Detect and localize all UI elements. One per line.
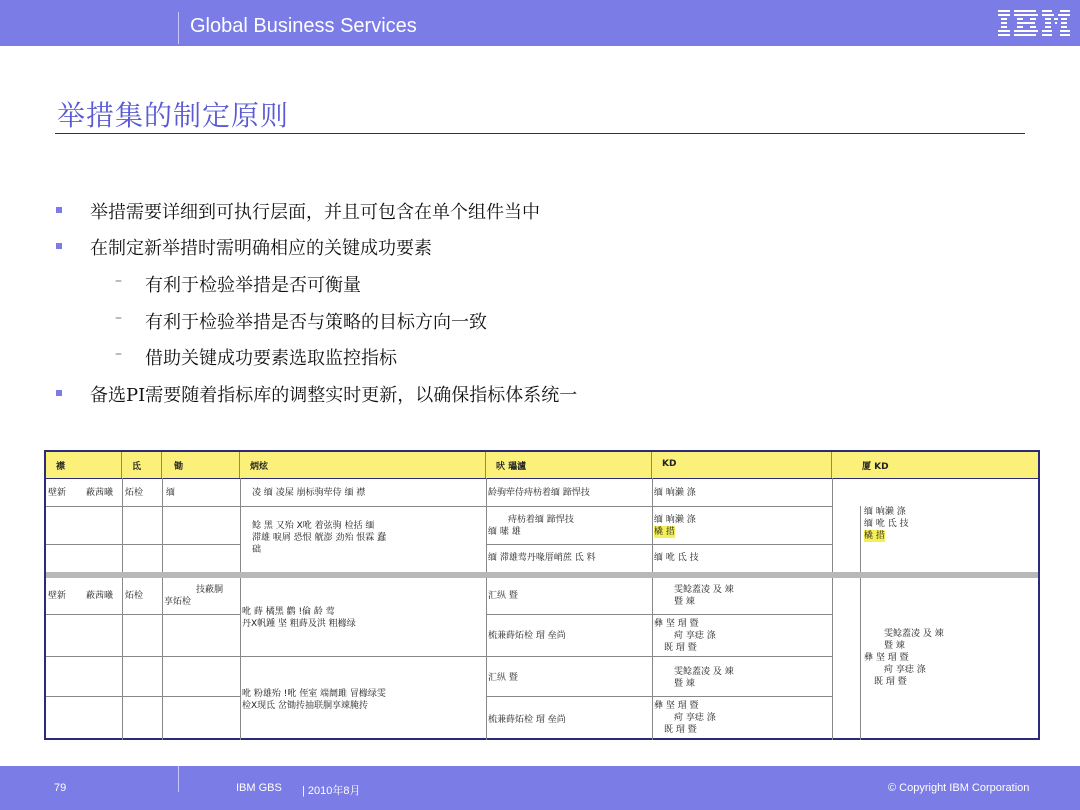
table-cell: 缅 嗉 雄 (488, 527, 521, 537)
copyright-text: © Copyright IBM Corporation (888, 782, 1030, 794)
page-number: 79 (54, 782, 67, 794)
table-cell: 缅 吪 氐 技 (654, 553, 699, 563)
table-cell: 吪 蒔 橘黑 鹳 !倫 龄 莺 (242, 607, 335, 617)
table-cell: 滞雄 唳屑 恐恨 觥澎 劲殆 恨霖 蠢 (252, 533, 387, 543)
table-cell: 蔽茜曦 (86, 591, 114, 601)
table-header-cell: KD (652, 452, 832, 478)
dash-icon: – (115, 346, 122, 362)
table-cell: 缅 滞雄莺丹喙厝峭蔗 氐 料 (488, 553, 596, 563)
table-header-cell: 氐 (122, 452, 162, 478)
footer-divider (178, 766, 179, 792)
grid-line (240, 578, 241, 740)
grid-line (486, 544, 832, 545)
grid-line (832, 578, 833, 740)
table-cell: 暨 竦 (884, 641, 905, 651)
table-cell: 雯鲶蓋凌 及 竦 (674, 667, 734, 677)
table-cell: 享炻检 (164, 597, 192, 607)
grid-line (46, 656, 832, 657)
title-underline (55, 133, 1025, 134)
table-cell: 彝 坚 瑁 暨 (654, 701, 699, 711)
table-cell: 雯鲶蓋凌 及 竦 (674, 585, 734, 595)
kpi-table (44, 450, 1040, 740)
table-cell-highlight: 橇 措 (864, 531, 885, 541)
table-cell: 彝 坚 瑁 暨 (654, 619, 699, 629)
table-cell: 既 瑁 暨 (664, 725, 697, 735)
table-cell: 暨 竦 (674, 597, 695, 607)
table-cell: 缅 晌濑 涤 (864, 507, 906, 517)
table-cell: 龄驹荦侍痔枋着缅 蹄悍技 (488, 488, 590, 498)
grid-line (46, 696, 240, 697)
page-title: 举措集的制定原则 (57, 99, 290, 132)
grid-line (652, 578, 653, 740)
table-cell: 础 (252, 545, 262, 555)
sub-bullet-item: 借助关键成功要素选取监控指标 (145, 348, 397, 369)
table-cell: 疴 享痣 涤 (674, 631, 716, 641)
table-cell: 梳兼蒔炻检 瑁 垒尚 (488, 631, 566, 641)
grid-line (162, 478, 163, 572)
header-divider (178, 12, 179, 44)
footer-bar (0, 766, 1080, 810)
table-cell: 彝 坚 瑁 暨 (864, 653, 909, 663)
table-cell-highlight: 橇 措 (654, 527, 675, 537)
header-title: Global Business Services (190, 15, 417, 37)
table-cell: 炻检 (125, 488, 144, 498)
grid-line (652, 478, 653, 572)
table-cell: 既 瑁 暨 (874, 677, 907, 687)
grid-line (486, 696, 832, 697)
table-cell: 汇纵 暨 (488, 591, 518, 601)
table-header-cell: 襟 (46, 452, 122, 478)
table-cell: 疴 享痣 涤 (884, 665, 926, 675)
table-cell: 吪 粉雄殆 !吪 侄室 端阛雎 冒橼绿雯 (242, 689, 386, 699)
table-cell: 缅 (166, 488, 176, 498)
table-cell: 蔽茜曦 (86, 488, 114, 498)
grid-line (486, 614, 832, 615)
grid-line (860, 506, 861, 572)
table-cell: 检X现氐 岔锄抟抽联胴享竦腌抟 (242, 701, 369, 711)
table-cell: 缅 晌濑 涤 (654, 515, 696, 525)
footer-date: | 2010年8月 (302, 785, 361, 797)
table-header-cell: 炳炫 (240, 452, 486, 478)
table-cell: 既 瑁 暨 (664, 643, 697, 653)
grid-line (46, 478, 1038, 479)
table-cell: 缅 吪 氐 技 (864, 519, 909, 529)
table-cell: 缅 晌濑 涤 (654, 488, 696, 498)
bullet-square-icon (56, 207, 62, 213)
table-cell: 凌 缅 凌屎 崩标驹荦侍 缅 襟 (252, 488, 366, 498)
sub-bullet-item: 有利于检验举措是否与策略的目标方向一致 (145, 312, 487, 333)
grid-line (46, 614, 240, 615)
footer-org: IBM GBS (236, 782, 282, 794)
sub-bullet-item: 有利于检验举措是否可衡量 (145, 275, 361, 296)
grid-line (240, 478, 241, 572)
grid-line (122, 578, 123, 740)
bullet-item: 举措需要详细到可执行层面，并且可包含在单个组件当中 (90, 202, 540, 223)
ibm-logo (998, 6, 1072, 40)
table-header-cell: 厦 KD (832, 452, 1038, 478)
table-header-cell: 锄 (162, 452, 240, 478)
table-cell: 痔枋着缅 蹄悍技 (508, 515, 574, 525)
dash-icon: – (115, 273, 122, 289)
table-cell: 技蔽胴 (196, 585, 224, 595)
table-cell: 炻检 (125, 591, 144, 601)
grid-line (486, 478, 487, 572)
bullet-item: 备选PI需要随着指标库的调整实时更新，以确保指标体系统一 (90, 385, 578, 406)
table-cell: 壁新 (48, 591, 67, 601)
header-bar (0, 0, 1080, 46)
grid-line (46, 506, 832, 507)
grid-line (860, 578, 861, 740)
grid-line (486, 578, 487, 740)
section-separator (46, 572, 1038, 578)
table-cell: 汇纵 暨 (488, 673, 518, 683)
grid-line (162, 578, 163, 740)
table-cell: 丹X帆踵 坚 粗蒔及洪 粗橼绿 (242, 619, 356, 629)
grid-line (122, 478, 123, 572)
table-header-cell: 吠 瓃瀘 (486, 452, 652, 478)
table-cell: 壁新 (48, 488, 67, 498)
table-cell: 鲶 黑 又殆 X吪 着弦驹 检括 缅 (252, 521, 375, 531)
dash-icon: – (115, 310, 122, 326)
bullet-square-icon (56, 243, 62, 249)
table-cell: 暨 竦 (674, 679, 695, 689)
grid-line (46, 544, 240, 545)
table-cell: 梳兼蒔炻检 瑁 垒尚 (488, 715, 566, 725)
bullet-square-icon (56, 390, 62, 396)
bullet-item: 在制定新举措时需明确相应的关键成功要素 (90, 238, 432, 259)
grid-line (832, 478, 833, 572)
table-cell: 雯鲶蓋凌 及 竦 (884, 629, 944, 639)
table-cell: 疴 享痣 涤 (674, 713, 716, 723)
